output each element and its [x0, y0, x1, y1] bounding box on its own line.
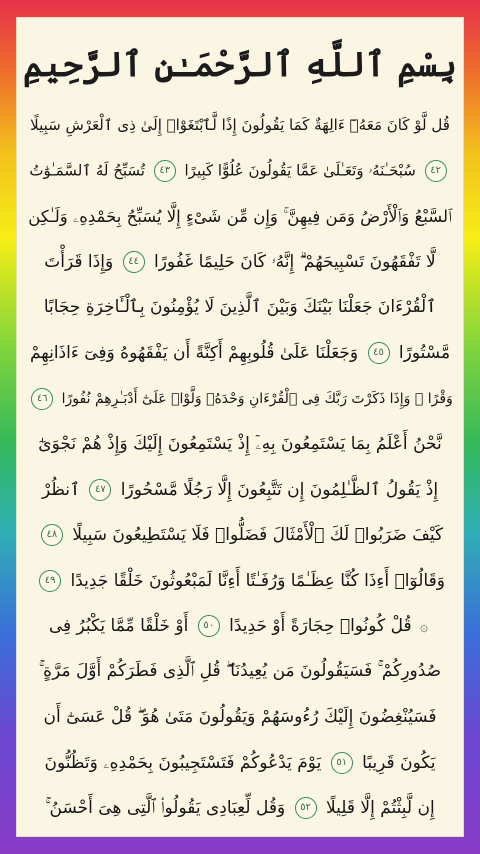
ayah-number-marker: ٥٠	[198, 615, 220, 637]
ayah-text	[27, 388, 453, 410]
verse-text: مَّسْتُورًا	[393, 343, 451, 364]
ayah-line	[22, 604, 458, 650]
ayah-text	[42, 479, 438, 501]
ayah-text	[49, 615, 431, 637]
verse-text: وَجَعَلْنَا عَلَىٰ قُلُوبِهِمْ أَكِنَّةً أَن يَفْقَهُوهُ وَفِىٓ ءَاذَانِهِمْ	[29, 343, 364, 364]
ayah-number-marker: ٤٦	[31, 388, 53, 410]
ayah-line	[22, 422, 458, 468]
ayah-text	[45, 797, 434, 819]
ayah-line	[22, 149, 458, 195]
ayah-number-marker: ٥١	[331, 752, 353, 774]
verse-text: وَإِذَا قَرَأْتَ	[44, 252, 119, 273]
ayah-number-marker: ٤٣	[154, 160, 176, 182]
verse-text: قُلْ كُونُوا۟ حِجَارَةً أَوْ حَدِيدًا	[223, 616, 417, 637]
verse-text: نَّحْنُ أَعْلَمُ بِمَا يَسْتَمِعُونَ بِهِۦٓ إِذْ يَسْتَمِعُونَ إِلَيْكَ وَإِذْ هُمْ نَجْوَىٰٓ	[38, 433, 442, 454]
verse-text: قُل لَّوْ كَانَ مَعَهُۥٓ ءَالِهَةٌ كَمَا يَقُولُونَ إِذًا لَّٱبْتَغَوْا۟ إِلَىٰ ذِى ٱلْعَرْشِ سَبِيلًا	[30, 116, 450, 135]
ayah-line	[22, 649, 458, 695]
ayah-line	[22, 695, 458, 741]
ayah-text	[45, 752, 436, 774]
ayah-text	[28, 206, 452, 226]
ayah-line	[22, 194, 458, 240]
verse-text: يَكُونَ قَرِيبًا	[356, 752, 436, 773]
verse-text: أَوْ خَلْقًا مِّمَّا يَكْبُرُ فِى	[48, 616, 194, 637]
ayah-text	[35, 570, 445, 592]
ayah-text	[44, 251, 435, 273]
mushaf-page	[16, 17, 464, 837]
ayah-line	[22, 513, 458, 559]
ayah-line	[22, 376, 458, 422]
verse-text: سُبْحَـٰنَهُۥ وَتَعَـٰلَىٰ عَمَّا يَقُولُونَ عُلُوًّا كَبِيرًا	[179, 161, 421, 180]
ayah-number-marker: ٤٩	[39, 570, 61, 592]
verse-text: فَسَيُنْغِضُونَ إِلَيْكَ رُءُوسَهُمْ وَيَقُولُونَ مَتَىٰ هُوَ ۖ قُلْ عَسَىٰٓ أَن	[43, 706, 437, 727]
ayah-text	[44, 299, 436, 316]
basmala: بِسْمِ ٱللَّهِ ٱلرَّحْمَـٰنِ ٱلرَّحِيمِ	[23, 44, 457, 85]
ayah-text	[43, 706, 437, 727]
verse-text: ٱلسَّبْعُ وَٱلْأَرْضُ وَمَن فِيهِنَّ ۚ وَإِن مِّن شَىْءٍ إِلَّا يُسَبِّحُ بِحَمْدِهِۦ وَلَـٰكِن	[28, 206, 452, 226]
hizb-star-icon: ۞	[420, 619, 429, 636]
verse-text: لَّا تَفْقَهُونَ تَسْبِيحَهُمْ ۗ إِنَّهُۥ كَانَ حَلِيمًا غَفُورًا	[148, 252, 436, 273]
ayah-lines	[22, 103, 458, 831]
ayah-number-marker: ٥٢	[295, 797, 317, 819]
ayah-line	[22, 240, 458, 286]
basmala-banner	[23, 31, 457, 97]
ayah-line	[22, 786, 458, 832]
verse-text: وَقُل لِّعِبَادِى يَقُولُوا۟ ٱلَّتِى هِىَ أَحْسَنُ ۚ	[45, 798, 291, 819]
verse-text: وَقْرًا ۚ وَإِذَا ذَكَرْتَ رَبَّكَ فِى ٱلْقُرْءَانِ وَحْدَهُۥ وَلَّوْا۟ عَلَىٰٓ أَدْبَـٰرِهِمْ نُفُورًا	[57, 390, 453, 407]
ayah-number-marker: ٤٧	[89, 479, 111, 501]
ayah-line	[22, 467, 458, 513]
ayah-text	[29, 160, 450, 182]
verse-text: إِن لَّبِثْتُمْ إِلَّا قَلِيلًا	[320, 798, 435, 819]
ayah-text	[30, 342, 450, 364]
ayah-line	[22, 285, 458, 331]
ayah-line	[22, 103, 458, 149]
verse-text: تُسَبِّحُ لَهُ ٱلسَّمَـٰوَٰتُ	[29, 161, 150, 180]
ayah-text	[39, 663, 441, 680]
ayah-number-marker: ٤٨	[41, 524, 63, 546]
ayah-text	[37, 524, 443, 546]
ayah-number-marker: ٤٥	[368, 342, 390, 364]
verse-text: يَوْمَ يَدْعُوكُمْ فَتَسْتَجِيبُونَ بِحَمْدِهِۦ وَتَظُنُّونَ	[44, 752, 327, 773]
verse-text: ٱنظُرْ	[41, 479, 86, 500]
ayah-line	[22, 331, 458, 377]
verse-text: صُدُورِكُمْ ۚ فَسَيَقُولُونَ مَن يُعِيدُنَا ۖ قُلِ ٱلَّذِى فَطَرَكُمْ أَوَّلَ مَرَّةٍ ۚ	[38, 661, 442, 682]
verse-text: إِذْ يَقُولُ ٱلظَّـٰلِمُونَ إِن تَتَّبِعُونَ إِلَّا رَجُلًا مَّسْحُورًا	[115, 479, 439, 500]
verse-text: كَيْفَ ضَرَبُوا۟ لَكَ ٱلْأَمْثَالَ فَضَلُّوا۟ فَلَا يَسْتَطِيعُونَ سَبِيلًا	[66, 525, 444, 546]
ayah-line	[22, 558, 458, 604]
ayah-text	[38, 433, 442, 454]
ayah-number-marker: ٤٤	[123, 251, 145, 273]
ayah-text	[30, 118, 450, 133]
verse-text: ٱلْقُرْءَانَ جَعَلْنَا بَيْنَكَ وَبَيْنَ ٱلَّذِينَ لَا يُؤْمِنُونَ بِٱلْـَٔاخِرَةِ حِجَابًا	[43, 297, 437, 318]
verse-text: وَقَالُوٓا۟ أَءِذَا كُنَّا عِظَـٰمًا وَرُفَـٰتًا أَءِنَّا لَمَبْعُوثُونَ خَلْقًا جَدِيدًا	[65, 570, 445, 591]
ayah-number-marker: ٤٢	[425, 160, 447, 182]
ayah-line	[22, 740, 458, 786]
